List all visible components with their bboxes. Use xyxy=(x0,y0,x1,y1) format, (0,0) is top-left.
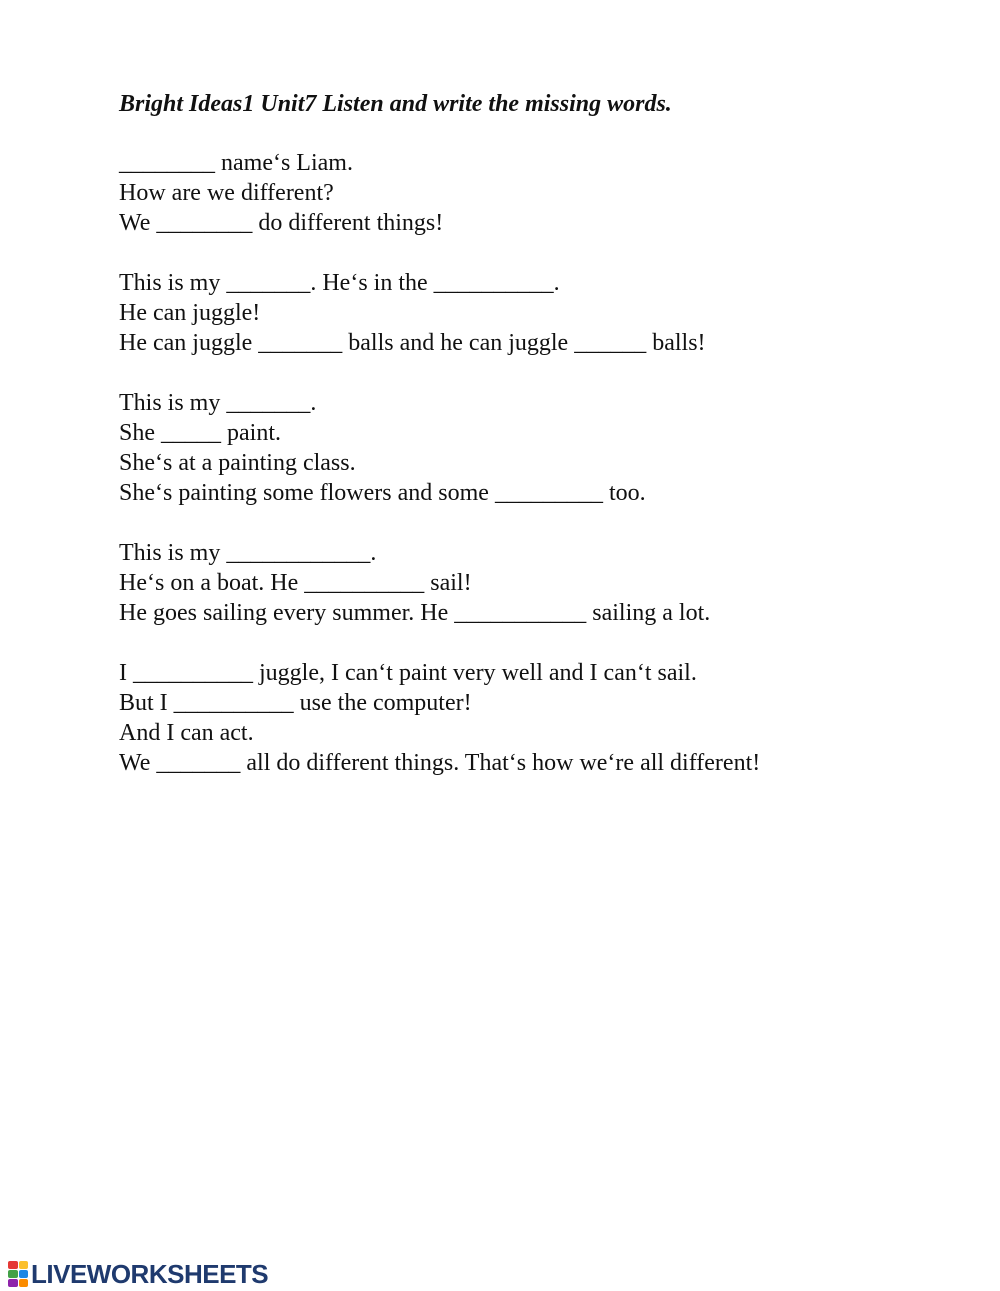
text-line: He goes sailing every summer. He ___________ sailing a lot. xyxy=(119,600,711,626)
logo-block xyxy=(8,1270,18,1278)
text-line: This is my _______. xyxy=(119,390,317,416)
text-line: We ________ do different things! xyxy=(119,210,444,236)
logo-block xyxy=(19,1261,29,1269)
worksheet xyxy=(119,88,959,808)
stanza xyxy=(119,538,959,628)
text-line: She‘s painting some flowers and some _________ too. xyxy=(119,480,646,506)
text-line: He can juggle! xyxy=(119,300,261,326)
text-line: She _____ paint. xyxy=(119,420,281,446)
logo-blocks-icon xyxy=(8,1261,28,1287)
text-line: She‘s at a painting class. xyxy=(119,450,356,476)
stanza xyxy=(119,388,959,508)
logo-block xyxy=(19,1279,29,1287)
stanza xyxy=(119,148,959,238)
text-line: He‘s on a boat. He __________ sail! xyxy=(119,570,472,596)
text-line: We _______ all do different things. That‘s how we‘re all different! xyxy=(119,750,761,776)
text-line: He can juggle _______ balls and he can juggle ______ balls! xyxy=(119,330,706,356)
stanza xyxy=(119,268,959,358)
logo-block xyxy=(8,1279,18,1287)
worksheet-title: Bright Ideas1 Unit7 Listen and write the missing words. xyxy=(119,91,672,117)
logo-block xyxy=(19,1270,29,1278)
text-line: But I __________ use the computer! xyxy=(119,690,472,716)
text-line: This is my _______. He‘s in the __________. xyxy=(119,270,560,296)
liveworksheets-logo[interactable] xyxy=(8,1259,268,1289)
text-line: How are we different? xyxy=(119,180,334,206)
stanza xyxy=(119,658,959,778)
logo-text: LIVEWORKSHEETS xyxy=(31,1259,269,1289)
text-line: This is my ____________. xyxy=(119,540,377,566)
text-line: And I can act. xyxy=(119,720,254,746)
logo-block xyxy=(8,1261,18,1269)
text-line: ________ name‘s Liam. xyxy=(119,150,353,176)
text-line: I __________ juggle, I can‘t paint very well and I can‘t sail. xyxy=(119,660,697,686)
